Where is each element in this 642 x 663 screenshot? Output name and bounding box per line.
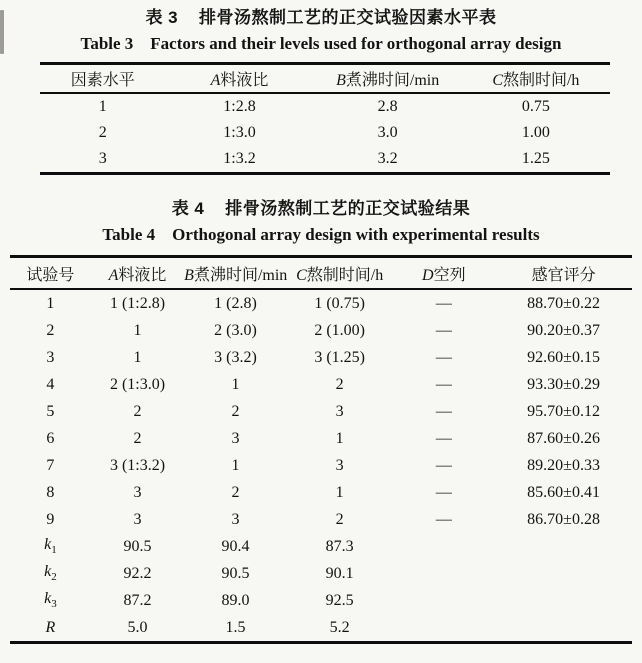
t4-cell: 3 [231, 429, 240, 447]
t4-cell: 2 [46, 321, 55, 339]
t4-stat-cell [393, 533, 496, 560]
t4-stat-cell: 90.5 [123, 537, 152, 555]
t4-stat-cell: 1.5 [225, 618, 246, 636]
factor-letter: B [184, 266, 194, 284]
t4-cell: 1 [335, 483, 344, 501]
t4-cell: 1 (1:2.8) [109, 294, 166, 312]
t3-cell: 0.75 [521, 98, 550, 115]
t4-cell: 2 [231, 483, 240, 501]
t4-stat-cell: 92.2 [123, 564, 152, 582]
t3-cell: 3.0 [377, 124, 398, 141]
t4-cell: 1 (2.8) [214, 294, 257, 312]
t4-stat-cell: 5.0 [127, 618, 148, 636]
t4-cell: 86.70±0.28 [527, 510, 600, 528]
t3-cell: 1 [98, 98, 107, 115]
t4-stat-cell [495, 587, 632, 614]
stat-subscript: 2 [51, 571, 57, 584]
t4-cell: 9 [46, 510, 55, 528]
factor-letter: A [210, 72, 221, 89]
table-row [10, 533, 632, 560]
t4-stat-cell [495, 560, 632, 587]
table-row [10, 344, 632, 371]
t4-cell: 89.20±0.33 [527, 456, 600, 474]
stat-symbol: k [44, 563, 52, 581]
t3-cell: 3 [98, 150, 107, 167]
factor-letter: D [422, 266, 434, 284]
t4-cell: 8 [46, 483, 55, 501]
t4-cell: 88.70±0.22 [527, 294, 600, 312]
t4-cell: 2 [335, 510, 344, 528]
stat-symbol: k [44, 536, 52, 554]
t3-cell: 3.2 [377, 150, 398, 167]
table-row [40, 93, 610, 120]
table-row [10, 452, 632, 479]
table3-factors-levels [40, 62, 610, 175]
table3-caption-en: Table 3 Factors and their levels used for orthogonal array design [80, 34, 562, 53]
t3-header-cell: B煮沸时间/min [336, 72, 440, 89]
t4-cell: 87.60±0.26 [527, 429, 600, 447]
table-row [10, 371, 632, 398]
t3-cell: 2.8 [377, 98, 398, 115]
t4-cell: 1 (0.75) [314, 294, 365, 312]
t4-cell: 3 [335, 456, 344, 474]
table4-orthogonal-results [10, 255, 632, 644]
factor-letter: C [296, 266, 307, 284]
stat-subscript: 1 [51, 544, 57, 557]
t4-stat-cell [495, 533, 632, 560]
table4-caption-en: Table 4 Orthogonal array design with experimental results [102, 225, 540, 244]
t3-header-cell: 因素水平 [70, 72, 135, 89]
table3-caption-zh: 表 3 排骨汤熬制工艺的正交试验因素水平表 [145, 8, 497, 27]
table-row [10, 587, 632, 614]
t4-stat-label [10, 587, 91, 614]
t4-cell: — [435, 402, 452, 420]
t4-cell: 1 [335, 429, 344, 447]
t4-cell: — [435, 456, 452, 474]
t4-stat-cell: 87.3 [325, 537, 354, 555]
table-row [10, 317, 632, 344]
t4-header-cell: A料液比 [108, 266, 167, 284]
t4-stat-cell: 5.2 [329, 618, 350, 636]
t4-cell: 4 [46, 375, 55, 393]
t4-cell: — [435, 483, 452, 501]
table-row [40, 146, 610, 174]
t4-stat-cell: 92.5 [325, 591, 354, 609]
t4-cell: 92.60±0.15 [527, 348, 600, 366]
t4-cell: 95.70±0.12 [527, 402, 600, 420]
table4-body [10, 289, 632, 643]
t4-cell: 1 [231, 456, 240, 474]
stat-symbol: R [45, 618, 56, 636]
t3-cell: 1.25 [521, 150, 550, 167]
t3-header-cell: A料液比 [210, 72, 269, 89]
table-row [10, 479, 632, 506]
factor-letter: C [492, 72, 503, 89]
t4-cell: 2 [133, 402, 142, 420]
table-row [10, 560, 632, 587]
table4-caption-zh: 表 4 排骨汤熬制工艺的正交试验结果 [171, 199, 471, 218]
t4-cell: 1 [46, 294, 55, 312]
t4-cell: — [435, 294, 452, 312]
table-row [40, 120, 610, 146]
t4-stat-cell [393, 614, 496, 643]
t4-stat-label [10, 533, 91, 560]
t4-stat-cell: 90.1 [325, 564, 354, 582]
table4-header [10, 257, 632, 290]
t4-header-cell: 感官评分 [531, 266, 596, 284]
t4-cell: 1 [231, 375, 240, 393]
t4-cell: 5 [46, 402, 55, 420]
t3-cell: 1.00 [521, 124, 550, 141]
t4-cell: 7 [46, 456, 55, 474]
table-row [10, 425, 632, 452]
stat-subscript: 3 [51, 598, 57, 611]
t4-cell: 3 (3.2) [214, 348, 257, 366]
t4-stat-cell: 89.0 [221, 591, 250, 609]
t4-stat-cell [393, 587, 496, 614]
t3-header-cell: C熬制时间/h [492, 72, 580, 89]
t4-cell: — [435, 510, 452, 528]
t4-stat-label [10, 614, 91, 643]
stat-symbol: k [44, 590, 52, 608]
t4-stat-cell: 90.4 [221, 537, 250, 555]
table3-body [40, 93, 610, 174]
table-row [10, 398, 632, 425]
t3-cell: 2 [98, 124, 107, 141]
factor-letter: A [108, 266, 119, 284]
t3-cell: 1:2.8 [223, 98, 256, 115]
t4-cell: 1 [133, 321, 142, 339]
header-row [40, 64, 610, 94]
t4-stat-cell [393, 560, 496, 587]
table-row [10, 506, 632, 533]
t4-header-cell: C熬制时间/h [296, 266, 384, 284]
t4-cell: 6 [46, 429, 55, 447]
t4-cell: — [435, 429, 452, 447]
table-row [10, 289, 632, 317]
t4-cell: 3 [231, 510, 240, 528]
table3-header [40, 64, 610, 94]
t4-cell: 3 (1:3.2) [109, 456, 166, 474]
t4-stat-cell: 87.2 [123, 591, 152, 609]
t4-cell: 3 (1.25) [314, 348, 365, 366]
header-row [10, 257, 632, 290]
t4-cell: 1 [133, 348, 142, 366]
t4-cell: 85.60±0.41 [527, 483, 600, 501]
t4-stat-cell [495, 614, 632, 643]
t4-cell: 2 [335, 375, 344, 393]
scan-artifact [0, 10, 4, 54]
t4-header-cell: 试验号 [26, 266, 75, 284]
t4-cell: 90.20±0.37 [527, 321, 600, 339]
t4-cell: 2 [133, 429, 142, 447]
t4-cell: — [435, 321, 452, 339]
t3-cell: 1:3.2 [223, 150, 256, 167]
t4-cell: 3 [133, 510, 142, 528]
t4-header-cell: D空列 [422, 266, 466, 284]
t4-header-cell: B煮沸时间/min [184, 266, 287, 284]
table-row [10, 614, 632, 643]
t4-cell: 93.30±0.29 [527, 375, 600, 393]
factor-letter: B [336, 72, 346, 89]
t4-cell: — [435, 375, 452, 393]
t4-stat-label [10, 560, 91, 587]
t4-cell: 3 [133, 483, 142, 501]
t4-cell: 3 [46, 348, 55, 366]
t4-cell: 2 (3.0) [214, 321, 257, 339]
t4-cell: 2 (1:3.0) [109, 375, 166, 393]
t4-cell: 2 [231, 402, 240, 420]
t4-cell: — [435, 348, 452, 366]
t4-cell: 3 [335, 402, 344, 420]
t4-cell: 2 (1.00) [314, 321, 365, 339]
t4-stat-cell: 90.5 [221, 564, 250, 582]
t3-cell: 1:3.0 [223, 124, 256, 141]
